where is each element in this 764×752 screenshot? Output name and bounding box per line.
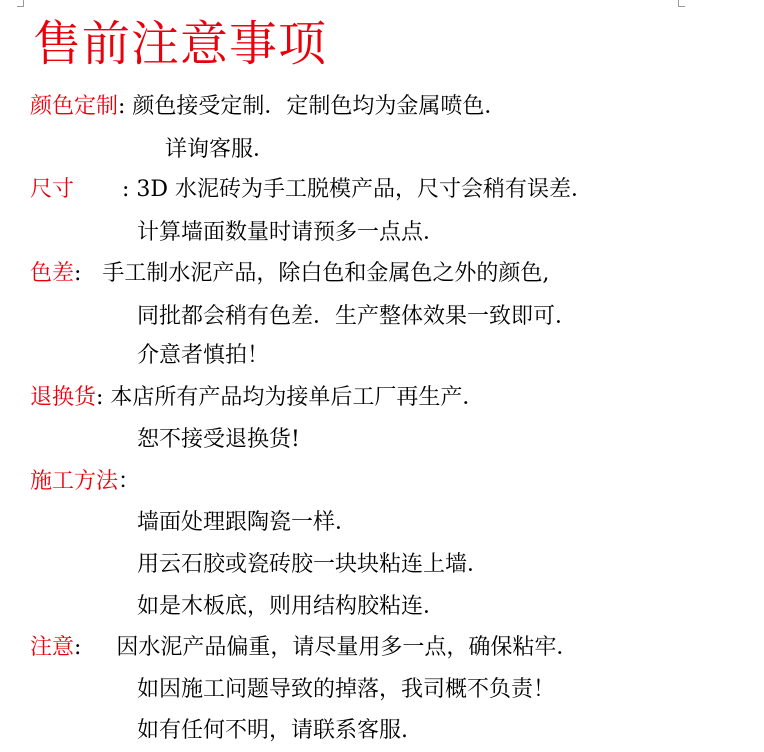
section-text: 详询客服． (165, 137, 276, 162)
section-text: 如因施工问题导致的掉落，我司概不负责！ (137, 677, 556, 702)
section-text: 同批都会稍有色差．生产整体效果一致即可． (137, 304, 578, 329)
section-returns (30, 383, 484, 413)
section-text: : 本店所有产品均为接单后工厂再生产． (96, 385, 485, 410)
section-label: 色差 (30, 261, 75, 286)
section-text: 计算墙面数量时请预多一点点． (137, 220, 446, 245)
section-text: 介意者慎拍！ (137, 343, 270, 368)
section-color-custom (30, 92, 506, 122)
section-text: 恕不接受退换货! (137, 427, 300, 452)
section-label: 注意 (30, 635, 75, 660)
page-title: 售前注意事项 (33, 16, 328, 72)
section-installation (30, 467, 140, 497)
page-corner-mark-left (17, 0, 24, 7)
section-label: 尺寸 (30, 177, 75, 202)
section-text: : 手工制水泥产品，除白色和金属色之外的颜色, (74, 261, 550, 286)
page-corner-mark-right (678, 0, 685, 7)
section-text: : 3D 水泥砖为手工脱模产品，尺寸会稍有误差． (122, 177, 594, 202)
section-text: ： (118, 469, 141, 494)
section-notice (30, 633, 578, 663)
section-text: : 颜色接受定制．定制色均为金属喷色． (118, 94, 507, 119)
section-text: 墙面处理跟陶瓷一样． (137, 510, 358, 535)
section-color-difference (30, 259, 549, 289)
section-text: : 因水泥产品偏重，请尽量用多一点，确保粘牢． (74, 635, 579, 660)
section-label: 施工方法 (30, 469, 119, 494)
section-label: 颜色定制 (30, 94, 119, 119)
section-text: 用云石胶或瓷砖胶一块块粘连上墙． (137, 552, 490, 577)
section-text: 如是木板底，则用结构胶粘连． (137, 594, 446, 619)
section-text: 如有任何不明，请联系客服. (137, 718, 408, 743)
section-size (30, 175, 593, 205)
section-label: 退换货 (30, 385, 97, 410)
